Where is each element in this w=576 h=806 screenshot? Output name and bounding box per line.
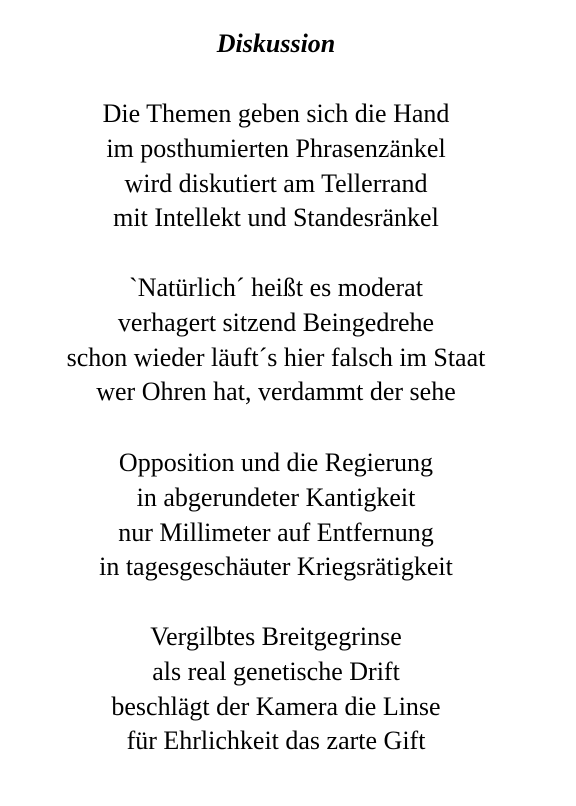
verse-line: wird diskutiert am Tellerrand: [124, 168, 428, 198]
stanza-1: [0, 97, 552, 236]
stanza-4: [0, 620, 552, 759]
verse-line: Die Themen geben sich die Hand: [102, 99, 450, 128]
poem-title: Diskussion: [216, 29, 336, 58]
verse-line: beschlägt der Kamera die Linse: [111, 691, 441, 721]
verse-line: verhagert sitzend Beingedrehe: [117, 307, 435, 337]
verse-line: nur Millimeter auf Entfernung: [118, 517, 434, 547]
verse-line: schon wieder läuft´s hier falsch im Staat: [66, 342, 486, 372]
stanza-3: [0, 446, 552, 585]
verse-line: mit Intellekt und Standesränkel: [113, 203, 439, 233]
verse-line: für Ehrlichkeit das zarte Gift: [126, 726, 426, 756]
verse-line: in abgerundeter Kantigkeit: [136, 482, 416, 512]
stanza-2: [0, 271, 552, 410]
verse-line: `Natürlich´ heißt es moderat: [129, 273, 423, 302]
verse-line: wer Ohren hat, verdammt der sehe: [96, 377, 456, 407]
verse-line: Opposition und die Regierung: [118, 448, 434, 477]
verse-line: als real genetische Drift: [152, 656, 400, 686]
verse-line: in tagesgeschäuter Kriegsrätigkeit: [99, 552, 453, 582]
verse-line: Vergilbtes Breitgegrinse: [150, 622, 402, 651]
verse-line: im posthumierten Phrasenzänkel: [106, 133, 446, 163]
